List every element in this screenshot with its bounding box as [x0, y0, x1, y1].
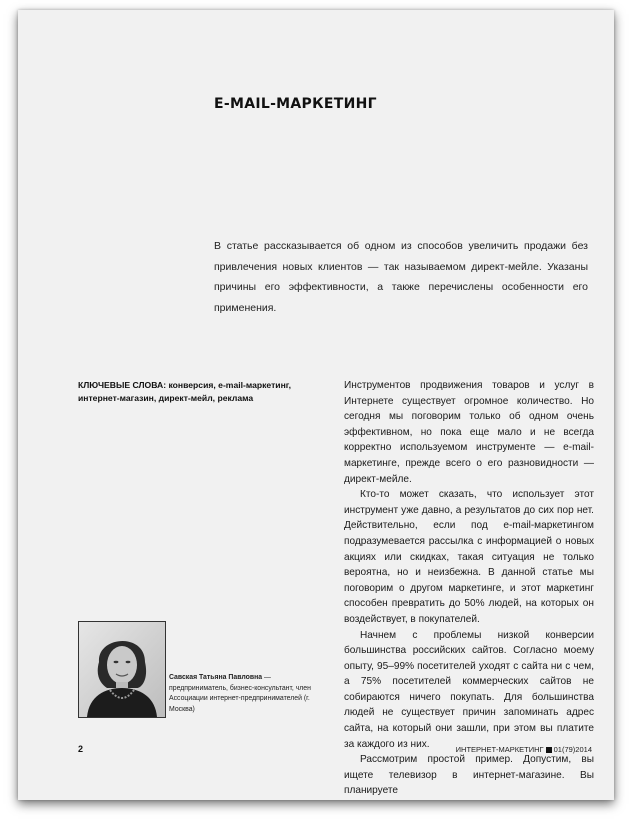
running-footer	[456, 745, 592, 754]
article-title: E-MAIL-МАРКЕТИНГ	[214, 96, 377, 112]
author-photo	[78, 621, 166, 718]
author-bio	[169, 673, 329, 715]
square-separator-icon	[546, 747, 552, 753]
body-paragraph: Начнем с проблемы низкой конверсии большинства российских сайтов. Согласно моему опыту, 95–99% посетителей уходят с сайта ни с чем, а 75% посетителей коммерческих сайтов не собираются ничего покупать. Для большинства людей не существует причин запоминать адрес сайта, на который они зашли, при этом вы платите за каждого из них.	[344, 629, 594, 750]
keywords	[78, 379, 323, 405]
issue-number: 01(79)2014	[553, 745, 592, 754]
author-portrait-image	[79, 622, 165, 717]
page-number: 2	[78, 744, 84, 754]
keywords-list: конверсия, e-mail-маркетинг, интернет-магазин, директ-мейл, реклама	[78, 380, 291, 403]
article-body	[344, 378, 594, 799]
author-description: — предприниматель, бизнес-консультант, член Ассоциации интернет-предпринимателей (г. Москва)	[169, 674, 311, 713]
author-name: Савская Татьяна Павловна	[169, 674, 263, 681]
body-paragraph: Кто-то может сказать, что использует этот инструмент уже давно, а результатов до сих пор нет. Действительно, если под e-mail-маркетингом подразумевается рассылка с информацией о новых акциях или скидках, такая ситуация не только вероятна, но и неизбежна. В данной статье мы поговорим о другом маркетинге, и этот маркетинг способен превратить до 50% людей, на которых он воздействует, в покупателей.	[344, 489, 594, 625]
journal-page	[18, 10, 614, 800]
body-paragraph: Рассмотрим простой пример. Допустим, вы ищете телевизор в интернет-магазине. Вы планируете	[344, 754, 594, 797]
article-abstract: В статье рассказывается об одном из способов увеличить продажи без привлечения новых клиентов — так называемом директ-мейле. Указаны причины его эффективности, а также перечислены особенности его применения.	[214, 240, 588, 314]
keywords-label: КЛЮЧЕВЫЕ СЛОВА:	[78, 380, 167, 390]
journal-name: ИНТЕРНЕТ-МАРКЕТИНГ	[455, 745, 544, 754]
body-paragraph: Инструментов продвижения товаров и услуг в Интернете существует огромное количество. Но сегодня мы поговорим только об одном очень эффективном, но пока еще мало и не всегда корректно используемом инструменте — e-mail-маркетинге, прежде всего о его разновидности — директ-мейле.	[344, 380, 594, 485]
